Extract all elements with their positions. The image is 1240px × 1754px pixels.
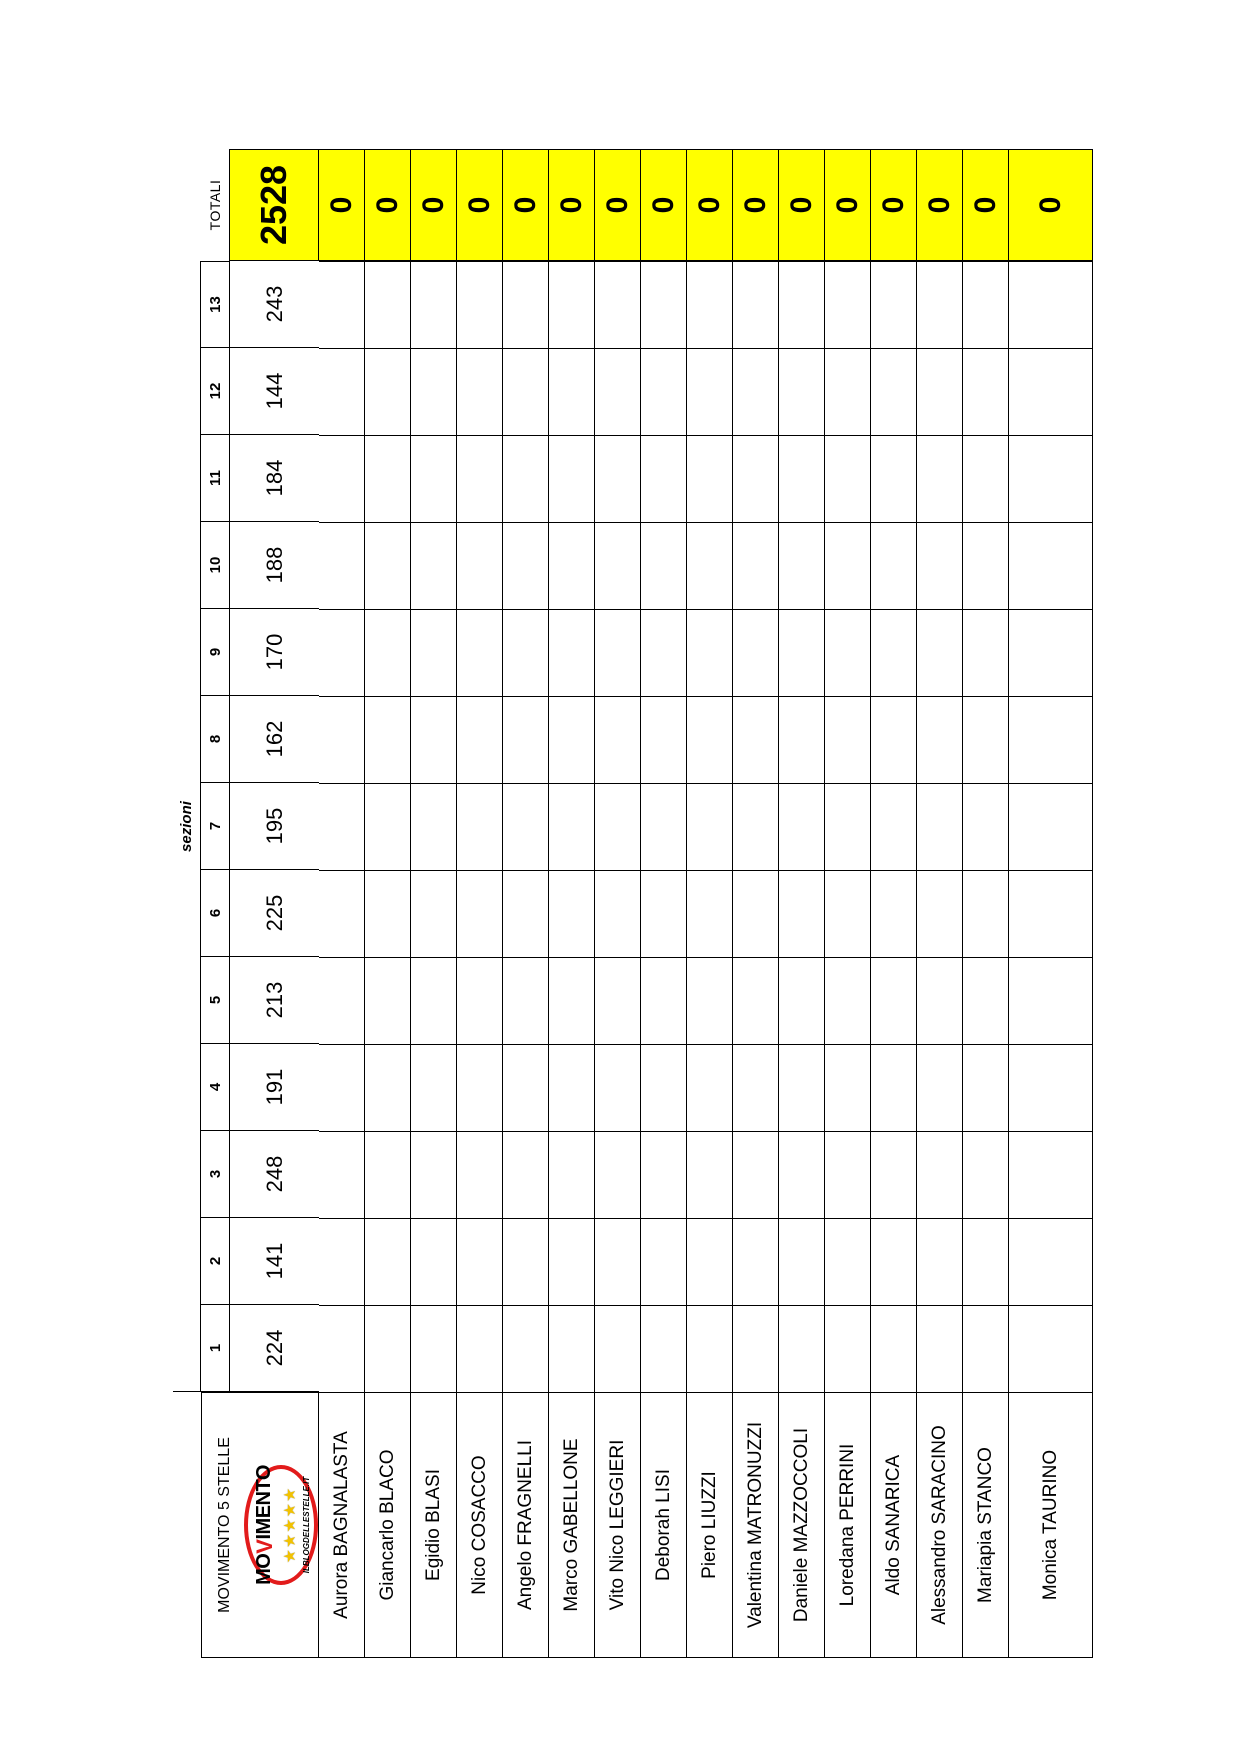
candidate-vote-cell[interactable]: [595, 870, 641, 957]
candidate-vote-cell[interactable]: [595, 1044, 641, 1131]
candidate-vote-cell[interactable]: [365, 1218, 411, 1305]
candidate-vote-cell[interactable]: [549, 1044, 595, 1131]
candidate-vote-cell[interactable]: [457, 783, 503, 870]
candidate-vote-cell[interactable]: [917, 609, 963, 696]
candidate-vote-cell[interactable]: [871, 870, 917, 957]
candidate-vote-cell[interactable]: [963, 348, 1009, 435]
party-vote-cell: 144: [229, 348, 319, 435]
candidate-vote-cell[interactable]: [779, 522, 825, 609]
candidate-vote-cell[interactable]: [503, 1218, 549, 1305]
section-number: 12: [201, 348, 229, 435]
candidate-vote-cell[interactable]: [1009, 870, 1093, 957]
candidate-vote-cell[interactable]: [1009, 1044, 1093, 1131]
party-vote-cell: 170: [229, 609, 319, 696]
candidate-vote-cell[interactable]: [365, 783, 411, 870]
candidate-vote-cell[interactable]: [825, 522, 871, 609]
section-number: 4: [201, 1044, 229, 1131]
candidate-vote-cell[interactable]: [503, 783, 549, 870]
candidate-vote-cell[interactable]: [549, 435, 595, 522]
candidate-vote-cell[interactable]: [641, 348, 687, 435]
candidate-vote-cell[interactable]: [1009, 435, 1093, 522]
candidate-vote-cell[interactable]: [779, 261, 825, 348]
candidate-vote-cell[interactable]: [365, 522, 411, 609]
candidate-vote-cell[interactable]: [917, 1131, 963, 1218]
candidate-vote-cell[interactable]: [825, 609, 871, 696]
candidate-vote-cell[interactable]: [457, 957, 503, 1044]
party-vote-cell: 191: [229, 1044, 319, 1131]
vote-sheet: [173, 138, 1093, 1658]
candidate-vote-cell[interactable]: [917, 348, 963, 435]
candidate-vote-cell[interactable]: [825, 1305, 871, 1392]
candidate-vote-cell[interactable]: [595, 1218, 641, 1305]
candidate-vote-cell[interactable]: [779, 1305, 825, 1392]
candidate-vote-cell[interactable]: [549, 522, 595, 609]
candidate-name: Nico COSACCO: [457, 1392, 503, 1658]
candidate-name: Monica TAURINO: [1009, 1392, 1093, 1658]
section-number: 11: [201, 435, 229, 522]
candidate-vote-cell[interactable]: [549, 696, 595, 783]
candidate-total: 0: [457, 149, 503, 261]
section-number: 8: [201, 696, 229, 783]
vote-table: [173, 138, 1093, 1658]
candidate-total: 0: [733, 149, 779, 261]
party-total: 2528: [229, 149, 319, 261]
candidate-vote-cell[interactable]: [825, 435, 871, 522]
candidate-vote-cell[interactable]: [1009, 696, 1093, 783]
candidate-vote-cell[interactable]: [319, 957, 365, 1044]
candidate-name: Valentina MATRONUZZI: [733, 1392, 779, 1658]
party-vote-cell: 162: [229, 696, 319, 783]
candidate-vote-cell[interactable]: [733, 261, 779, 348]
party-vote-cell: 188: [229, 522, 319, 609]
candidate-vote-cell[interactable]: [319, 522, 365, 609]
candidate-vote-cell[interactable]: [411, 870, 457, 957]
candidate-name: Aldo SANARICA: [871, 1392, 917, 1658]
candidate-vote-cell[interactable]: [411, 783, 457, 870]
candidate-vote-cell[interactable]: [871, 522, 917, 609]
section-number: 1: [201, 1305, 229, 1392]
party-header: [201, 1392, 319, 1658]
candidate-vote-cell[interactable]: [503, 1044, 549, 1131]
candidate-vote-cell[interactable]: [733, 957, 779, 1044]
candidate-vote-cell[interactable]: [503, 522, 549, 609]
candidate-vote-cell[interactable]: [825, 1044, 871, 1131]
sezioni-header: sezioni: [173, 261, 201, 1392]
candidate-vote-cell[interactable]: [733, 522, 779, 609]
candidate-vote-cell[interactable]: [457, 870, 503, 957]
section-number: 2: [201, 1218, 229, 1305]
candidate-vote-cell[interactable]: [733, 783, 779, 870]
candidate-vote-cell[interactable]: [871, 348, 917, 435]
candidate-vote-cell[interactable]: [457, 1305, 503, 1392]
candidate-total: 0: [549, 149, 595, 261]
candidate-name: Loredana PERRINI: [825, 1392, 871, 1658]
candidate-vote-cell[interactable]: [963, 1305, 1009, 1392]
candidate-name: Vito Nico LEGGIERI: [595, 1392, 641, 1658]
candidate-vote-cell[interactable]: [1009, 522, 1093, 609]
candidate-vote-cell[interactable]: [365, 348, 411, 435]
candidate-vote-cell[interactable]: [779, 1218, 825, 1305]
candidate-vote-cell[interactable]: [411, 435, 457, 522]
candidate-vote-cell[interactable]: [319, 348, 365, 435]
candidate-vote-cell[interactable]: [825, 696, 871, 783]
candidate-vote-cell[interactable]: [963, 261, 1009, 348]
candidate-vote-cell[interactable]: [641, 435, 687, 522]
candidate-vote-cell[interactable]: [641, 1044, 687, 1131]
candidate-vote-cell[interactable]: [871, 1305, 917, 1392]
candidate-vote-cell[interactable]: [779, 783, 825, 870]
candidate-vote-cell[interactable]: [595, 957, 641, 1044]
candidate-vote-cell[interactable]: [503, 870, 549, 957]
candidate-name: Deborah LISI: [641, 1392, 687, 1658]
candidate-vote-cell[interactable]: [963, 1131, 1009, 1218]
candidate-vote-cell[interactable]: [687, 1044, 733, 1131]
candidate-vote-cell[interactable]: [963, 1044, 1009, 1131]
candidate-vote-cell[interactable]: [733, 435, 779, 522]
candidate-vote-cell[interactable]: [411, 696, 457, 783]
movimento-logo: [244, 1465, 318, 1585]
candidate-vote-cell[interactable]: [457, 696, 503, 783]
section-number: 13: [201, 261, 229, 348]
candidate-total: 0: [779, 149, 825, 261]
candidate-vote-cell[interactable]: [687, 1305, 733, 1392]
candidate-vote-cell[interactable]: [963, 783, 1009, 870]
candidate-vote-cell[interactable]: [779, 1131, 825, 1218]
candidate-vote-cell[interactable]: [779, 957, 825, 1044]
candidate-vote-cell[interactable]: [963, 609, 1009, 696]
logo-word: MO V IMENTO: [251, 1465, 277, 1585]
candidate-vote-cell[interactable]: [549, 957, 595, 1044]
candidate-vote-cell[interactable]: [687, 261, 733, 348]
candidate-vote-cell[interactable]: [641, 783, 687, 870]
candidate-vote-cell[interactable]: [917, 435, 963, 522]
candidate-total: 0: [825, 149, 871, 261]
candidate-vote-cell[interactable]: [963, 957, 1009, 1044]
candidate-vote-cell[interactable]: [1009, 609, 1093, 696]
section-number: 7: [201, 783, 229, 870]
stars-icon: ★★★★★: [281, 1486, 299, 1564]
candidate-vote-cell[interactable]: [871, 261, 917, 348]
candidate-vote-cell[interactable]: [595, 522, 641, 609]
party-vote-cell: 225: [229, 870, 319, 957]
candidate-vote-cell[interactable]: [457, 261, 503, 348]
candidate-vote-cell[interactable]: [871, 435, 917, 522]
candidate-vote-cell[interactable]: [917, 957, 963, 1044]
candidate-vote-cell[interactable]: [411, 1131, 457, 1218]
candidate-total: 0: [365, 149, 411, 261]
candidate-vote-cell[interactable]: [549, 783, 595, 870]
candidate-vote-cell[interactable]: [595, 783, 641, 870]
candidate-vote-cell[interactable]: [503, 348, 549, 435]
candidate-vote-cell[interactable]: [825, 1218, 871, 1305]
candidate-vote-cell[interactable]: [687, 957, 733, 1044]
candidate-vote-cell[interactable]: [319, 870, 365, 957]
candidate-vote-cell[interactable]: [687, 1131, 733, 1218]
party-vote-cell: 224: [229, 1305, 319, 1392]
section-number: 10: [201, 522, 229, 609]
candidate-name: Marco GABELLONE: [549, 1392, 595, 1658]
candidate-vote-cell[interactable]: [917, 522, 963, 609]
candidate-name: Egidio BLASI: [411, 1392, 457, 1658]
candidate-vote-cell[interactable]: [871, 1131, 917, 1218]
candidate-vote-cell[interactable]: [457, 435, 503, 522]
candidate-vote-cell[interactable]: [457, 1044, 503, 1131]
candidate-vote-cell[interactable]: [365, 261, 411, 348]
candidate-vote-cell[interactable]: [595, 609, 641, 696]
candidate-vote-cell[interactable]: [457, 609, 503, 696]
candidate-vote-cell[interactable]: [733, 1305, 779, 1392]
candidate-vote-cell[interactable]: [963, 522, 1009, 609]
candidate-vote-cell[interactable]: [641, 1218, 687, 1305]
candidate-total: 0: [1009, 149, 1093, 261]
candidate-vote-cell[interactable]: [641, 870, 687, 957]
candidate-vote-cell[interactable]: [319, 1044, 365, 1131]
candidate-vote-cell[interactable]: [549, 609, 595, 696]
candidate-name: Mariapia STANCO: [963, 1392, 1009, 1658]
candidate-vote-cell[interactable]: [411, 522, 457, 609]
candidate-vote-cell[interactable]: [963, 870, 1009, 957]
candidate-total: 0: [963, 149, 1009, 261]
candidate-vote-cell[interactable]: [687, 609, 733, 696]
candidate-vote-cell[interactable]: [641, 957, 687, 1044]
candidate-vote-cell[interactable]: [595, 348, 641, 435]
candidate-total: 0: [411, 149, 457, 261]
candidate-vote-cell[interactable]: [365, 1044, 411, 1131]
candidate-vote-cell[interactable]: [549, 870, 595, 957]
party-vote-cell: 213: [229, 957, 319, 1044]
candidate-vote-cell[interactable]: [319, 783, 365, 870]
candidate-vote-cell[interactable]: [503, 1305, 549, 1392]
candidate-vote-cell[interactable]: [595, 696, 641, 783]
candidate-vote-cell[interactable]: [779, 696, 825, 783]
candidate-vote-cell[interactable]: [825, 348, 871, 435]
candidate-vote-cell[interactable]: [549, 1131, 595, 1218]
candidate-vote-cell[interactable]: [917, 870, 963, 957]
candidate-vote-cell[interactable]: [365, 609, 411, 696]
candidate-vote-cell[interactable]: [595, 261, 641, 348]
candidate-vote-cell[interactable]: [595, 1305, 641, 1392]
candidate-vote-cell[interactable]: [365, 435, 411, 522]
candidate-name: Daniele MAZZOCCOLI: [779, 1392, 825, 1658]
candidate-vote-cell[interactable]: [411, 1218, 457, 1305]
candidate-vote-cell[interactable]: [779, 348, 825, 435]
candidate-vote-cell[interactable]: [779, 609, 825, 696]
candidate-vote-cell[interactable]: [1009, 1305, 1093, 1392]
candidate-name: Giancarlo BLACO: [365, 1392, 411, 1658]
candidate-vote-cell[interactable]: [365, 870, 411, 957]
candidate-vote-cell[interactable]: [503, 696, 549, 783]
candidate-total: 0: [687, 149, 733, 261]
candidate-name: Piero LIUZZI: [687, 1392, 733, 1658]
party-name: MOVIMENTO 5 STELLE: [216, 1437, 233, 1613]
candidate-vote-cell[interactable]: [641, 696, 687, 783]
candidate-vote-cell[interactable]: [687, 696, 733, 783]
candidate-vote-cell[interactable]: [779, 870, 825, 957]
section-number: 3: [201, 1131, 229, 1218]
candidate-vote-cell[interactable]: [733, 609, 779, 696]
candidate-vote-cell[interactable]: [871, 783, 917, 870]
candidate-vote-cell[interactable]: [549, 1305, 595, 1392]
candidate-vote-cell[interactable]: [825, 783, 871, 870]
candidate-vote-cell[interactable]: [871, 957, 917, 1044]
candidate-vote-cell[interactable]: [319, 1131, 365, 1218]
candidate-vote-cell[interactable]: [917, 696, 963, 783]
candidate-vote-cell[interactable]: [365, 696, 411, 783]
candidate-vote-cell[interactable]: [595, 1131, 641, 1218]
candidate-vote-cell[interactable]: [871, 609, 917, 696]
candidate-vote-cell[interactable]: [411, 609, 457, 696]
candidate-vote-cell[interactable]: [1009, 1131, 1093, 1218]
candidate-vote-cell[interactable]: [411, 348, 457, 435]
candidate-vote-cell[interactable]: [917, 1044, 963, 1131]
candidate-vote-cell[interactable]: [825, 1131, 871, 1218]
candidate-vote-cell[interactable]: [641, 609, 687, 696]
candidate-total: 0: [871, 149, 917, 261]
candidate-vote-cell[interactable]: [595, 435, 641, 522]
candidate-vote-cell[interactable]: [733, 1044, 779, 1131]
section-number: 6: [201, 870, 229, 957]
candidate-vote-cell[interactable]: [779, 435, 825, 522]
candidate-vote-cell[interactable]: [825, 957, 871, 1044]
candidate-vote-cell[interactable]: [503, 435, 549, 522]
candidate-vote-cell[interactable]: [1009, 261, 1093, 348]
candidate-vote-cell[interactable]: [1009, 783, 1093, 870]
candidate-vote-cell[interactable]: [641, 1305, 687, 1392]
candidate-vote-cell[interactable]: [503, 609, 549, 696]
candidate-vote-cell[interactable]: [917, 261, 963, 348]
candidate-vote-cell[interactable]: [549, 348, 595, 435]
section-number: 5: [201, 957, 229, 1044]
candidate-vote-cell[interactable]: [871, 696, 917, 783]
candidate-vote-cell[interactable]: [411, 957, 457, 1044]
candidate-vote-cell[interactable]: [549, 261, 595, 348]
candidate-vote-cell[interactable]: [641, 522, 687, 609]
section-number: 9: [201, 609, 229, 696]
candidate-vote-cell[interactable]: [871, 1218, 917, 1305]
candidate-vote-cell[interactable]: [687, 783, 733, 870]
candidate-vote-cell[interactable]: [319, 261, 365, 348]
candidate-vote-cell[interactable]: [733, 696, 779, 783]
candidate-vote-cell[interactable]: [1009, 348, 1093, 435]
candidate-vote-cell[interactable]: [411, 261, 457, 348]
party-vote-cell: 184: [229, 435, 319, 522]
candidate-vote-cell[interactable]: [549, 1218, 595, 1305]
candidate-vote-cell[interactable]: [1009, 957, 1093, 1044]
candidate-vote-cell[interactable]: [365, 1131, 411, 1218]
candidate-vote-cell[interactable]: [687, 1218, 733, 1305]
candidate-vote-cell[interactable]: [641, 1131, 687, 1218]
candidate-vote-cell[interactable]: [503, 957, 549, 1044]
candidate-vote-cell[interactable]: [825, 870, 871, 957]
candidate-vote-cell[interactable]: [917, 783, 963, 870]
candidate-name: Aurora BAGNALASTA: [319, 1392, 365, 1658]
candidate-vote-cell[interactable]: [733, 1131, 779, 1218]
candidate-vote-cell[interactable]: [917, 1305, 963, 1392]
candidate-total: 0: [917, 149, 963, 261]
candidate-vote-cell[interactable]: [319, 696, 365, 783]
candidate-vote-cell[interactable]: [687, 348, 733, 435]
candidate-vote-cell[interactable]: [319, 1305, 365, 1392]
party-vote-cell: 243: [229, 261, 319, 348]
candidate-vote-cell[interactable]: [1009, 1218, 1093, 1305]
candidate-vote-cell[interactable]: [457, 522, 503, 609]
candidate-total: 0: [503, 149, 549, 261]
candidate-vote-cell[interactable]: [319, 1218, 365, 1305]
candidate-vote-cell[interactable]: [411, 1044, 457, 1131]
candidate-vote-cell[interactable]: [503, 261, 549, 348]
candidate-vote-cell[interactable]: [457, 1131, 503, 1218]
candidate-vote-cell[interactable]: [733, 870, 779, 957]
candidate-vote-cell[interactable]: [687, 870, 733, 957]
party-vote-cell: 248: [229, 1131, 319, 1218]
candidate-name: Alessandro SARACINO: [917, 1392, 963, 1658]
candidate-vote-cell[interactable]: [917, 1218, 963, 1305]
candidate-vote-cell[interactable]: [503, 1131, 549, 1218]
candidate-name: Angelo FRAGNELLI: [503, 1392, 549, 1658]
candidate-vote-cell[interactable]: [411, 1305, 457, 1392]
candidate-vote-cell[interactable]: [365, 1305, 411, 1392]
candidate-vote-cell[interactable]: [687, 522, 733, 609]
logo-site-text: ILBLOGDELLESTELLE.IT: [301, 1476, 311, 1574]
candidate-vote-cell[interactable]: [963, 435, 1009, 522]
candidate-vote-cell[interactable]: [319, 435, 365, 522]
candidate-vote-cell[interactable]: [963, 696, 1009, 783]
candidate-vote-cell[interactable]: [733, 348, 779, 435]
candidate-vote-cell[interactable]: [365, 957, 411, 1044]
candidate-vote-cell[interactable]: [687, 435, 733, 522]
candidate-total: 0: [641, 149, 687, 261]
candidate-vote-cell[interactable]: [963, 1218, 1009, 1305]
candidate-vote-cell[interactable]: [779, 1044, 825, 1131]
candidate-vote-cell[interactable]: [457, 1218, 503, 1305]
party-vote-cell: 141: [229, 1218, 319, 1305]
totali-header: TOTALI: [207, 179, 223, 231]
candidate-vote-cell[interactable]: [641, 261, 687, 348]
candidate-vote-cell[interactable]: [733, 1218, 779, 1305]
candidate-vote-cell[interactable]: [319, 609, 365, 696]
candidate-vote-cell[interactable]: [871, 1044, 917, 1131]
candidate-vote-cell[interactable]: [457, 348, 503, 435]
candidate-vote-cell[interactable]: [825, 261, 871, 348]
party-vote-cell: 195: [229, 783, 319, 870]
candidate-total: 0: [319, 149, 365, 261]
candidate-total: 0: [595, 149, 641, 261]
